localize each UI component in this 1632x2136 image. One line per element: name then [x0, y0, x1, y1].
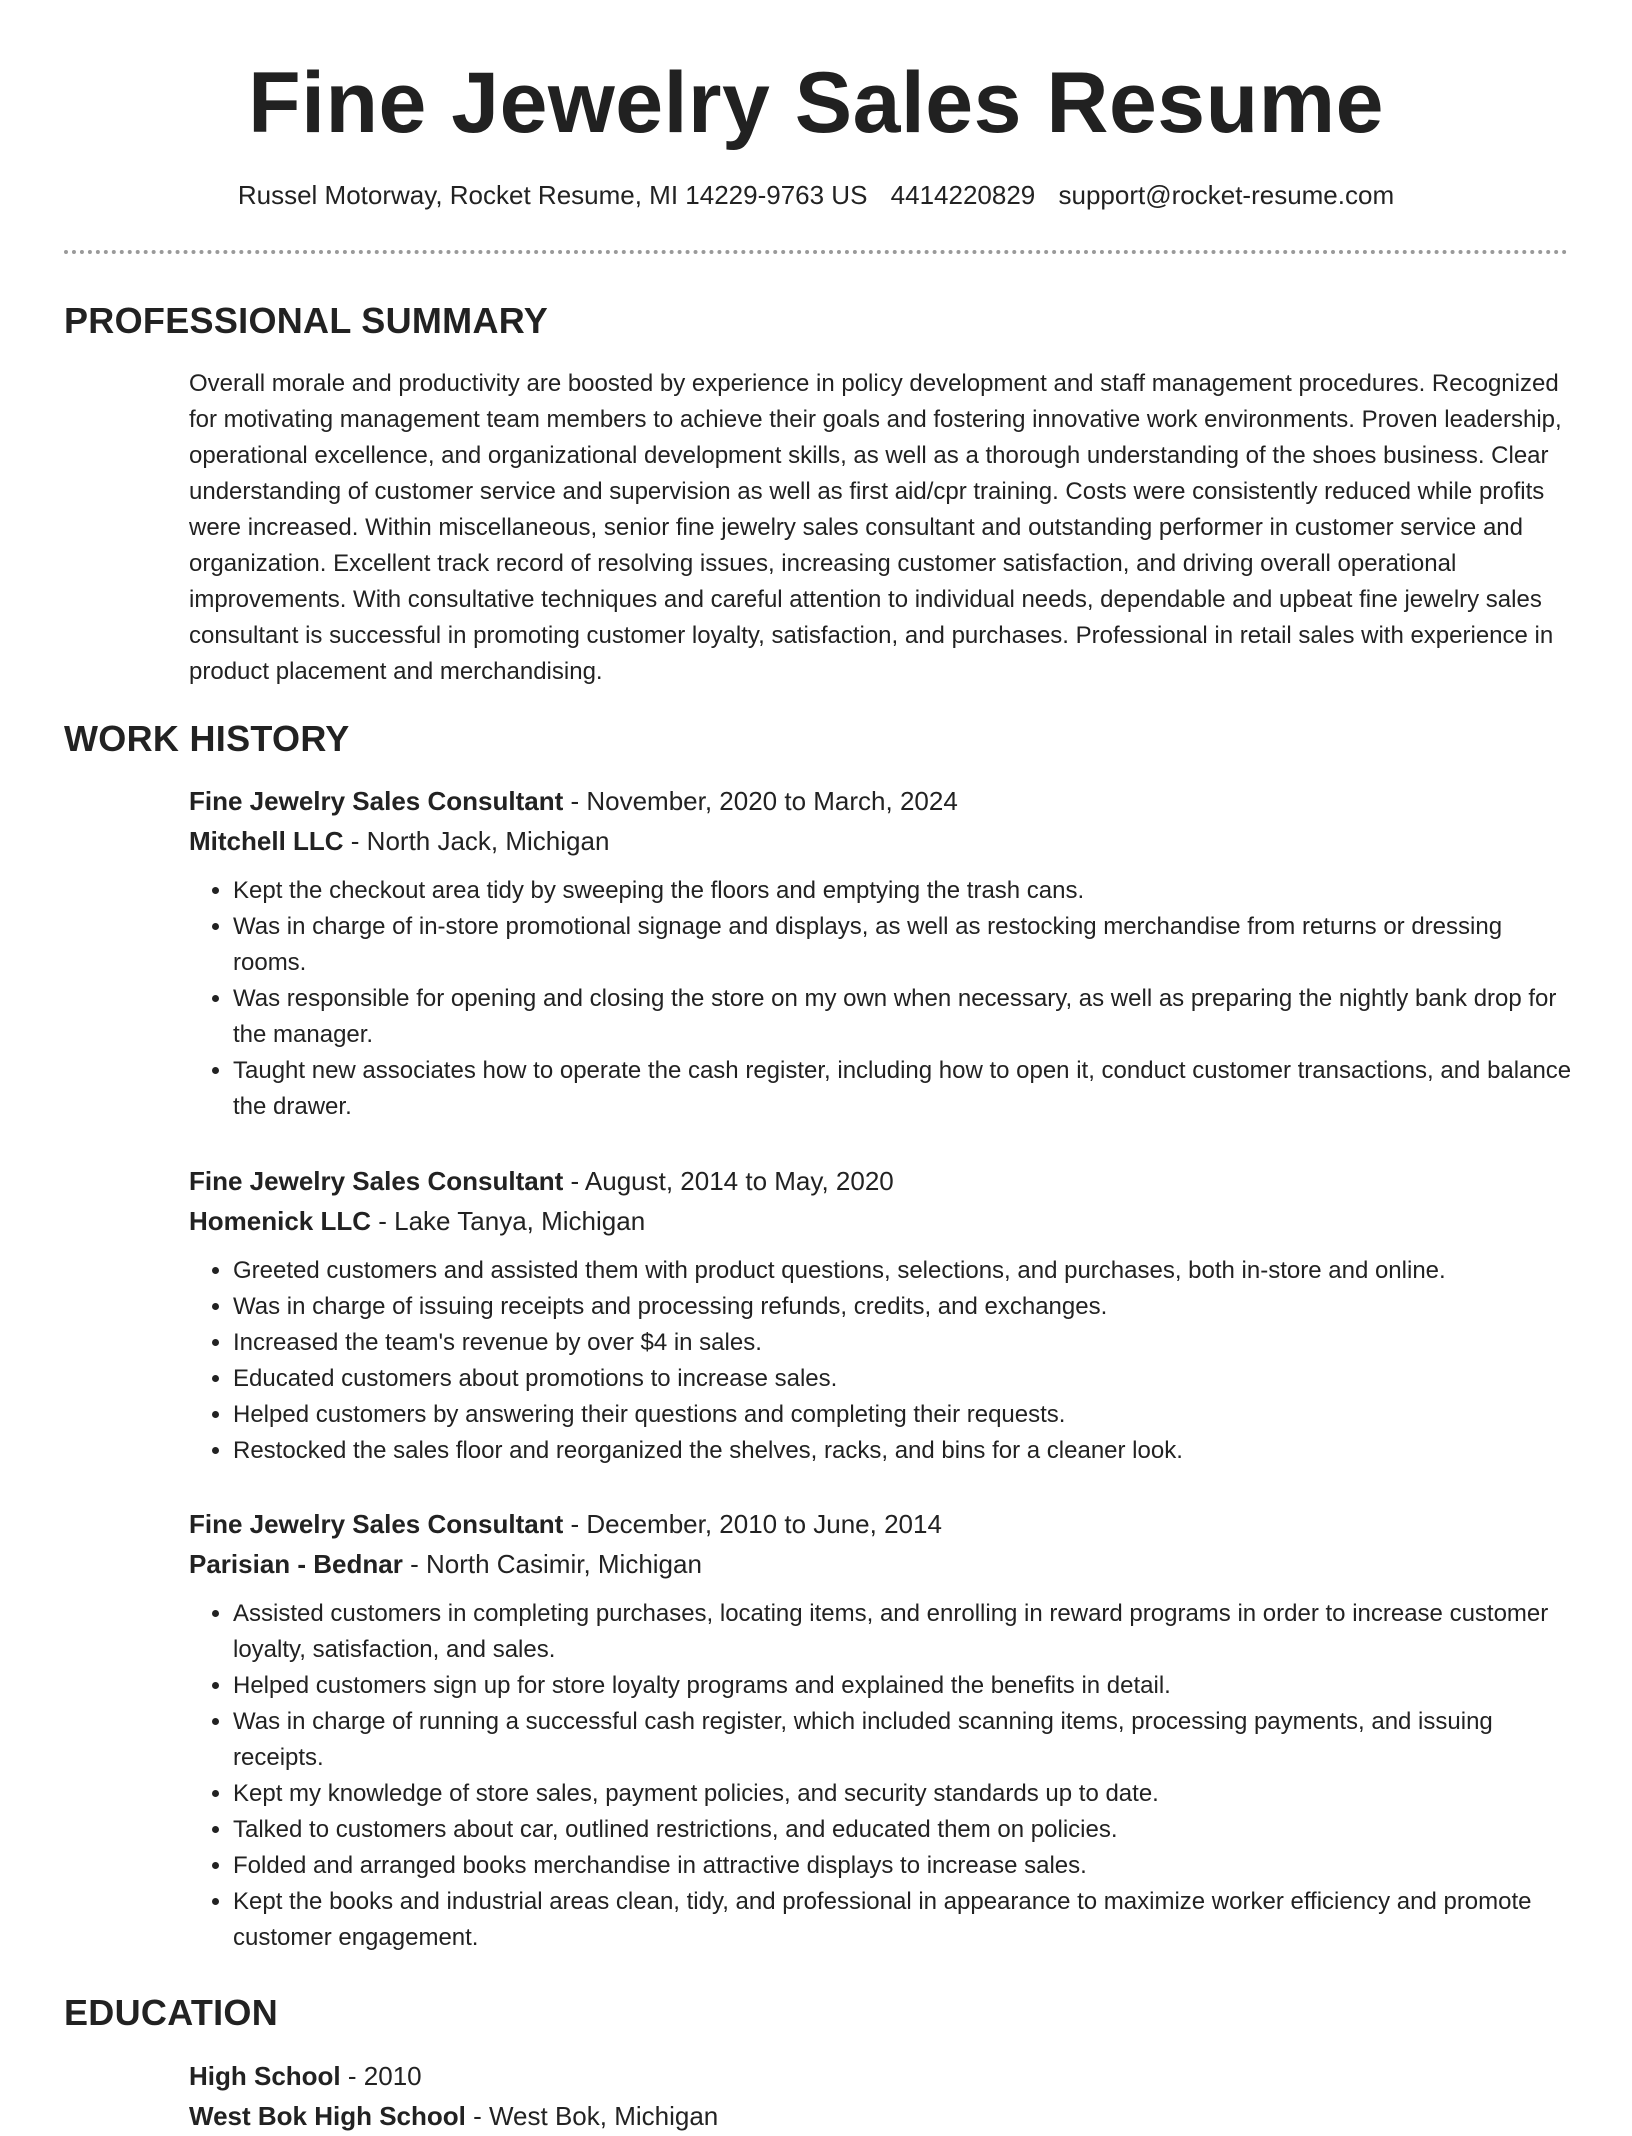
job-dates: - August, 2014 to May, 2020	[563, 1166, 894, 1196]
education-degree-line	[189, 2056, 1579, 2096]
job-title-line	[189, 1504, 1579, 1544]
job-title: Fine Jewelry Sales Consultant	[189, 786, 564, 816]
job-bullet: • Taught new associates how to operate the cash register, including how to open it, conduct customer transactions, and balance the drawer.	[233, 1053, 1579, 1125]
job-entry	[189, 1161, 1579, 1469]
job-bullet: • Was responsible for opening and closing the store on my own when necessary, as well as preparing the nightly bank drop for the manager.	[233, 981, 1579, 1053]
education-heading: EDUCATION	[64, 1992, 279, 2033]
job-location: - North Jack, Michigan	[343, 826, 610, 856]
job-entry	[189, 781, 1579, 1125]
job-title: Fine Jewelry Sales Consultant	[189, 1166, 564, 1196]
job-bullet: • Kept the checkout area tidy by sweeping the floors and emptying the trash cans.	[233, 873, 1579, 909]
education-entry	[189, 2056, 1579, 2136]
job-bullets	[189, 1253, 1579, 1469]
job-bullet: • Greeted customers and assisted them with product questions, selections, and purchases, both in-store and online.	[233, 1253, 1579, 1289]
job-title-line	[189, 1161, 1579, 1201]
job-bullet: • Folded and arranged books merchandise in attractive displays to increase sales.	[233, 1848, 1579, 1884]
job-bullet: • Helped customers sign up for store loyalty programs and explained the benefits in detail.	[233, 1668, 1579, 1704]
job-company-line	[189, 821, 1579, 861]
job-title-line	[189, 781, 1579, 821]
job-location: - North Casimir, Michigan	[402, 1549, 702, 1579]
job-entry	[189, 1504, 1579, 1956]
job-company-line	[189, 1201, 1579, 1241]
job-bullet: • Was in charge of in-store promotional signage and displays, as well as restocking merchandise from returns or dressing rooms.	[233, 909, 1579, 981]
contact-line	[0, 180, 1632, 211]
header-divider	[64, 250, 1568, 254]
summary-heading: PROFESSIONAL SUMMARY	[64, 300, 549, 341]
resume-title: Fine Jewelry Sales Resume	[248, 55, 1384, 151]
job-bullet: • Kept the books and industrial areas clean, tidy, and professional in appearance to maximize worker efficiency and promote customer engagement.	[233, 1884, 1579, 1956]
contact-email: support@rocket-resume.com	[1058, 180, 1395, 210]
job-dates: - December, 2010 to June, 2014	[563, 1509, 942, 1539]
job-bullet: • Increased the team's revenue by over $4 in sales.	[233, 1325, 1579, 1361]
job-company: Homenick LLC	[189, 1206, 372, 1236]
summary-text: Overall morale and productivity are boosted by experience in policy development and staff management procedures. Recognized for motivating management team members to achieve their goals and fostering innovative work environments. Proven leadership, operational excellence, and organizational development skills, as well as a thorough understanding of the shoes business. Clear understanding of customer service and supervision as well as first aid/cpr training. Costs were consistently reduced while profits were increased. Within miscellaneous, senior fine jewelry sales consultant and outstanding performer in customer service and organization. Excellent track record of resolving issues, increasing customer satisfaction, and driving overall operational improvements. With consultative techniques and careful attention to individual needs, dependable and upbeat fine jewelry sales consultant is successful in promoting customer loyalty, satisfaction, and purchases. Professional in retail sales with experience in product placement and merchandising.	[189, 370, 1562, 685]
job-company: Parisian - Bednar	[189, 1549, 403, 1579]
job-bullet: • Talked to customers about car, outlined restrictions, and educated them on policies.	[233, 1812, 1579, 1848]
contact-address: Russel Motorway, Rocket Resume, MI 14229-9763 US	[237, 180, 868, 210]
job-bullet: • Assisted customers in completing purchases, locating items, and enrolling in reward programs in order to increase customer loyalty, satisfaction, and sales.	[233, 1596, 1579, 1668]
job-location: - Lake Tanya, Michigan	[371, 1206, 646, 1236]
job-dates: - November, 2020 to March, 2024	[563, 786, 958, 816]
contact-phone: 4414220829	[890, 180, 1036, 210]
education-school: West Bok High School	[189, 2101, 466, 2131]
job-bullet: • Helped customers by answering their questions and completing their requests.	[233, 1397, 1579, 1433]
education-school-line	[189, 2096, 1579, 2136]
job-bullet: • Kept my knowledge of store sales, payment policies, and security standards up to date.	[233, 1776, 1579, 1812]
job-bullet: • Was in charge of issuing receipts and processing refunds, credits, and exchanges.	[233, 1289, 1579, 1325]
job-bullet: • Educated customers about promotions to increase sales.	[233, 1361, 1579, 1397]
job-company-line	[189, 1544, 1579, 1584]
job-bullet: • Restocked the sales floor and reorganized the shelves, racks, and bins for a cleaner look.	[233, 1433, 1579, 1469]
job-title: Fine Jewelry Sales Consultant	[189, 1509, 564, 1539]
work-history-heading: WORK HISTORY	[64, 718, 350, 759]
job-company: Mitchell LLC	[189, 826, 344, 856]
job-bullets	[189, 873, 1579, 1125]
job-bullet: • Was in charge of running a successful cash register, which included scanning items, processing payments, and issuing receipts.	[233, 1704, 1579, 1776]
job-bullets	[189, 1596, 1579, 1956]
education-location: - West Bok, Michigan	[465, 2101, 719, 2131]
education-year: - 2010	[340, 2061, 422, 2091]
education-degree: High School	[189, 2061, 341, 2091]
